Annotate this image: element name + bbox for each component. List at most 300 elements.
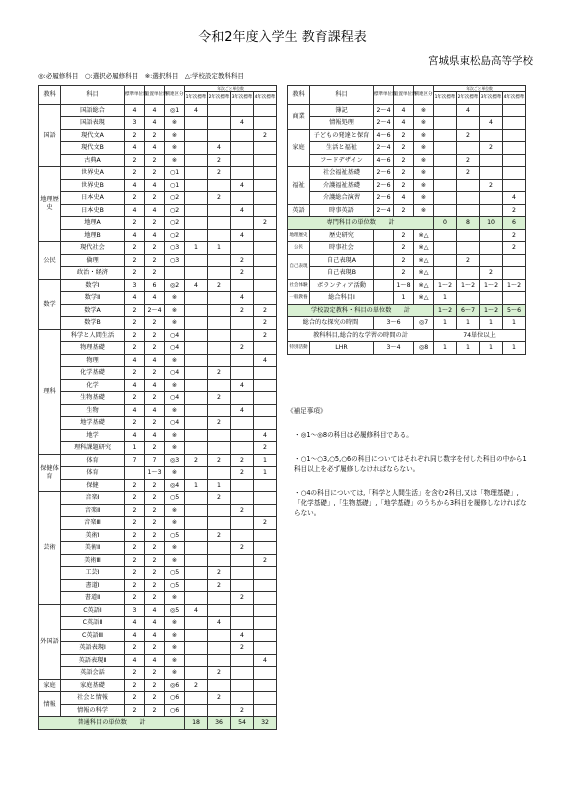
y4-cell <box>254 279 277 292</box>
kanren-cell: ◎4 <box>165 479 185 492</box>
y4-cell <box>503 254 526 267</box>
y1-cell <box>185 579 208 592</box>
y1-cell <box>185 292 208 305</box>
tankyu-y1: 1 <box>434 317 457 330</box>
y2-cell: 2 <box>208 529 231 542</box>
subject-row <box>39 217 277 230</box>
secchi-cell: 4 <box>145 142 165 155</box>
kamoku-cell: 国語表現 <box>61 117 125 130</box>
kamoku-cell: 自己表現B <box>310 267 374 280</box>
y1-cell <box>185 142 208 155</box>
header-y4: 4年次標準 <box>503 92 526 105</box>
y4-cell <box>254 242 277 255</box>
kanren-cell: ※ <box>165 404 185 417</box>
kyoka-cell: 家庭 <box>288 129 310 167</box>
general-total-row <box>39 717 277 730</box>
y4-cell <box>254 154 277 167</box>
y1-cell <box>185 704 208 717</box>
y3-cell <box>480 229 503 242</box>
secchi-cell: 2 <box>394 267 414 280</box>
y2-cell <box>208 542 231 555</box>
school-total-row <box>288 304 526 317</box>
kamoku-cell: 現代文B <box>61 142 125 155</box>
kanren-cell: ◎6 <box>165 679 185 692</box>
header-y2: 2年次標準 <box>457 92 480 105</box>
secchi-cell: 4 <box>145 354 165 367</box>
kyoka-cell: 家庭 <box>39 679 61 692</box>
secchi-cell: 4 <box>145 617 165 630</box>
subject-row <box>39 454 277 467</box>
subject-row <box>39 179 277 192</box>
y3-cell: 2 <box>231 254 254 267</box>
secchi-cell: 2 <box>145 167 165 180</box>
y4-cell <box>254 267 277 280</box>
hyojun-cell <box>374 254 394 267</box>
y2-cell: 1 <box>208 479 231 492</box>
y3-cell: 4 <box>480 117 503 130</box>
hyojun-cell <box>374 229 394 242</box>
kanren-cell: ◎1 <box>165 104 185 117</box>
kanren-cell: ※ <box>165 617 185 630</box>
y3-cell: 2 <box>231 542 254 555</box>
y3-cell <box>480 154 503 167</box>
hyojun-cell: 2 <box>125 367 145 380</box>
y1-cell <box>185 504 208 517</box>
secchi-cell: 2 <box>145 317 165 330</box>
kanren-cell: ◎3 <box>165 454 185 467</box>
y3-cell: 4 <box>231 292 254 305</box>
subject-row <box>39 117 277 130</box>
school-total-y1: 1〜2 <box>434 304 457 317</box>
header-kyoka: 教科 <box>39 86 61 105</box>
kamoku-cell: 介護福祉基礎 <box>310 179 374 192</box>
header-secchi: 設置単位数 <box>145 86 165 105</box>
y2-cell <box>208 292 231 305</box>
secchi-cell: 4 <box>145 117 165 130</box>
kanren-cell: ※△ <box>414 229 434 242</box>
hyojun-cell: 2 <box>125 129 145 142</box>
hyojun-cell: 2 <box>125 342 145 355</box>
hyojun-cell: 2 <box>125 554 145 567</box>
header-kanren: 関連区分 <box>165 86 185 105</box>
kanren-cell: ※ <box>414 167 434 180</box>
subject-row <box>39 379 277 392</box>
subject-row <box>39 542 277 555</box>
y2-cell <box>208 429 231 442</box>
header-y1: 1年次標準 <box>434 92 457 105</box>
y4-cell <box>254 367 277 380</box>
subject-row <box>39 492 277 505</box>
subject-row <box>288 204 526 217</box>
y4-cell <box>254 179 277 192</box>
y4-cell <box>254 254 277 267</box>
page-title: 令和2年度入学生 教育課程表 <box>198 30 367 45</box>
y3-cell <box>231 317 254 330</box>
school-total-y3: 1〜2 <box>480 304 503 317</box>
secchi-cell: 2 <box>145 367 165 380</box>
subject-row <box>39 679 277 692</box>
header-y1: 1年次標準 <box>185 92 208 105</box>
kamoku-cell: 子どもの発達と保育 <box>310 129 374 142</box>
y1-cell: 4 <box>185 604 208 617</box>
kamoku-cell: フードデザイン <box>310 154 374 167</box>
y1-cell <box>185 342 208 355</box>
y3-cell <box>231 417 254 430</box>
kanren-cell: ○1 <box>165 167 185 180</box>
kanren-cell: ※ <box>165 129 185 142</box>
y3-cell <box>231 479 254 492</box>
secchi-cell: 2 <box>145 692 165 705</box>
hyojun-cell: 2 <box>125 642 145 655</box>
kanren-cell: ※ <box>414 117 434 130</box>
kanren-cell: ※ <box>165 154 185 167</box>
subject-row <box>39 554 277 567</box>
y3-cell <box>480 192 503 205</box>
kanren-cell: ※ <box>165 379 185 392</box>
y1-cell <box>185 254 208 267</box>
kanren-cell: ※ <box>165 517 185 530</box>
y1-cell <box>185 329 208 342</box>
subject-row <box>39 704 277 717</box>
subject-row <box>39 154 277 167</box>
hyojun-cell: 2 <box>125 529 145 542</box>
y1-cell <box>185 492 208 505</box>
hyojun-cell: 2 <box>125 679 145 692</box>
kamoku-cell: ボランティア活動 <box>310 279 374 292</box>
subject-row <box>288 179 526 192</box>
y3-cell <box>480 204 503 217</box>
kamoku-cell: 英語表現Ⅰ <box>61 642 125 655</box>
secchi-cell: 2 <box>145 392 165 405</box>
y3-cell <box>480 242 503 255</box>
y4-cell: 1〜2 <box>503 279 526 292</box>
kamoku-cell: 英語会話 <box>61 667 125 680</box>
kamoku-cell: 生物 <box>61 404 125 417</box>
kamoku-cell: 日本史A <box>61 192 125 205</box>
kanren-cell: ○2 <box>165 217 185 230</box>
hyojun-cell: 2 <box>125 567 145 580</box>
kamoku-cell: 国語総合 <box>61 104 125 117</box>
kyoka-cell: 英語 <box>288 204 310 217</box>
secchi-cell: 2 <box>394 129 414 142</box>
secchi-cell: 2 <box>145 442 165 455</box>
kanren-cell: ○3 <box>165 254 185 267</box>
hyojun-cell: 4 <box>125 142 145 155</box>
kanren-cell: ※ <box>165 592 185 605</box>
y3-cell <box>480 292 503 305</box>
y3-cell <box>231 604 254 617</box>
kamoku-cell: 音楽Ⅰ <box>61 492 125 505</box>
kamoku-cell: 世界史A <box>61 167 125 180</box>
secchi-cell: 4 <box>145 654 165 667</box>
y2-cell <box>208 117 231 130</box>
kamoku-cell: 地学基礎 <box>61 417 125 430</box>
subject-row <box>39 354 277 367</box>
y4-cell <box>254 417 277 430</box>
y2-cell <box>208 317 231 330</box>
subject-row <box>39 329 277 342</box>
secchi-cell: 2 <box>394 142 414 155</box>
hyojun-cell: 4 <box>125 229 145 242</box>
subject-row <box>288 154 526 167</box>
kanren-cell: ※ <box>165 354 185 367</box>
y3-cell <box>231 517 254 530</box>
notes-heading: 《補足事項》 <box>287 407 327 415</box>
kamoku-cell: 音楽Ⅱ <box>61 504 125 517</box>
hyojun-cell <box>125 467 145 480</box>
senmon-total-y2: 8 <box>457 217 480 230</box>
y2-cell <box>208 504 231 517</box>
y3-cell: 2 <box>231 267 254 280</box>
y3-cell <box>231 529 254 542</box>
kamoku-cell: 簿記 <box>310 104 374 117</box>
kyoka-cell: 芸術 <box>39 492 61 605</box>
kanren-cell: ※ <box>414 179 434 192</box>
kanren-cell: ※ <box>165 642 185 655</box>
kyoka-cell: 地理歴史 <box>288 229 310 242</box>
y1-cell <box>185 192 208 205</box>
kamoku-cell: C英語Ⅲ <box>61 629 125 642</box>
kamoku-cell: 地理B <box>61 229 125 242</box>
subject-row <box>39 592 277 605</box>
hyojun-cell: 2 <box>125 392 145 405</box>
secchi-cell: 2 <box>145 417 165 430</box>
y1-cell: 4 <box>185 104 208 117</box>
hyojun-cell: 4 <box>125 354 145 367</box>
kanren-cell: ○6 <box>165 704 185 717</box>
kamoku-cell: 美術Ⅰ <box>61 529 125 542</box>
y2-cell <box>208 204 231 217</box>
y4-cell <box>254 167 277 180</box>
hyojun-cell: 2 <box>125 254 145 267</box>
kamoku-cell: 時事英語 <box>310 204 374 217</box>
secchi-cell: 2 <box>145 704 165 717</box>
kamoku-cell: 日本史B <box>61 204 125 217</box>
y3-cell: 4 <box>231 404 254 417</box>
hyojun-cell: 2 <box>125 329 145 342</box>
header-kyoka: 教科 <box>288 86 310 105</box>
lhr-label: LHR <box>310 342 374 355</box>
lhr-y4: 1 <box>503 342 526 355</box>
subject-row <box>288 129 526 142</box>
header-y3: 3年次標準 <box>231 92 254 105</box>
y1-cell: 2 <box>185 454 208 467</box>
y1-cell <box>185 542 208 555</box>
kanren-cell: ○2 <box>165 204 185 217</box>
secchi-cell: 2 <box>145 504 165 517</box>
y2-cell <box>457 292 480 305</box>
y4-cell: 2 <box>254 129 277 142</box>
general-subjects-body <box>39 104 277 717</box>
y4-cell: 2 <box>503 242 526 255</box>
header-y3: 3年次標準 <box>480 92 503 105</box>
subject-row <box>39 167 277 180</box>
y1-cell <box>185 304 208 317</box>
y3-cell <box>231 367 254 380</box>
kanren-cell: ○5 <box>165 529 185 542</box>
y4-cell: 2 <box>254 217 277 230</box>
hyojun-cell: 7 <box>125 454 145 467</box>
subject-row <box>39 667 277 680</box>
y4-cell <box>254 342 277 355</box>
hyojun-cell: 2 <box>125 217 145 230</box>
kamoku-cell: 物理 <box>61 354 125 367</box>
header-hyojun: 標準単位数 <box>125 86 145 105</box>
y3-cell <box>231 679 254 692</box>
subject-row <box>39 504 277 517</box>
kanren-cell: ○5 <box>165 567 185 580</box>
y4-cell <box>254 192 277 205</box>
senmon-total-row <box>288 217 526 230</box>
total-y4: 32 <box>254 717 277 730</box>
secchi-cell: 2 <box>145 554 165 567</box>
supplementary-notes <box>287 406 527 532</box>
header-y4: 4年次標準 <box>254 92 277 105</box>
kanren-cell <box>165 267 185 280</box>
y4-cell: 2 <box>254 304 277 317</box>
hyojun-cell: 4 <box>125 429 145 442</box>
header-secchi: 設置単位数 <box>394 86 414 105</box>
hyojun-cell: 2〜6 <box>374 179 394 192</box>
y3-cell <box>480 167 503 180</box>
y1-cell <box>434 192 457 205</box>
y1-cell <box>185 667 208 680</box>
y3-cell <box>231 579 254 592</box>
hyojun-cell: 4〜6 <box>374 129 394 142</box>
y2-cell: 4 <box>208 617 231 630</box>
y1-cell <box>185 379 208 392</box>
y1-cell <box>434 167 457 180</box>
y3-cell: 4 <box>231 179 254 192</box>
header-hyojun: 標準単位数 <box>374 86 394 105</box>
kanren-cell: ※ <box>414 142 434 155</box>
hyojun-cell: 2〜4 <box>374 104 394 117</box>
y3-cell <box>231 167 254 180</box>
y2-cell: 2 <box>208 279 231 292</box>
y2-cell: 2 <box>457 254 480 267</box>
y4-cell: 2 <box>254 442 277 455</box>
y3-cell <box>480 254 503 267</box>
y2-cell <box>208 442 231 455</box>
y2-cell <box>208 704 231 717</box>
kanren-cell: ○6 <box>165 692 185 705</box>
subject-row <box>39 129 277 142</box>
subject-row <box>39 392 277 405</box>
hyojun-cell <box>374 279 394 292</box>
y2-cell: 2 <box>208 579 231 592</box>
kamoku-cell: 社会福祉基礎 <box>310 167 374 180</box>
secchi-cell: 4 <box>145 204 165 217</box>
lhr-kanren: ◎8 <box>414 342 434 355</box>
kanren-cell: ○2 <box>165 192 185 205</box>
secchi-cell: 2 <box>145 567 165 580</box>
kanren-cell: ※ <box>414 192 434 205</box>
secchi-cell: 4 <box>145 104 165 117</box>
subject-row <box>288 242 526 255</box>
secchi-cell: 2 <box>394 167 414 180</box>
y4-cell <box>254 704 277 717</box>
y3-cell <box>231 154 254 167</box>
hyojun-cell: 2 <box>125 154 145 167</box>
y2-cell <box>208 379 231 392</box>
subject-row <box>39 417 277 430</box>
kamoku-cell: 世界史B <box>61 179 125 192</box>
y2-cell <box>208 592 231 605</box>
kanren-cell: ○4 <box>165 367 185 380</box>
secchi-cell: 2 <box>145 192 165 205</box>
y2-cell: 2 <box>208 567 231 580</box>
y3-cell <box>231 492 254 505</box>
kyoka-cell: 自己表現 <box>288 254 310 279</box>
y4-cell <box>254 229 277 242</box>
kanren-cell: ※ <box>165 504 185 517</box>
kanren-cell: ※ <box>165 442 185 455</box>
y4-cell: 2 <box>503 229 526 242</box>
secchi-cell: 4 <box>145 292 165 305</box>
y2-cell <box>208 229 231 242</box>
y2-cell <box>457 267 480 280</box>
kamoku-cell: 数学Ⅱ <box>61 292 125 305</box>
y4-cell: 4 <box>254 654 277 667</box>
hyojun-cell: 4〜6 <box>374 154 394 167</box>
y2-cell: 2 <box>208 417 231 430</box>
kanren-cell: ○4 <box>165 342 185 355</box>
y4-cell <box>254 292 277 305</box>
kamoku-cell: 時事社会 <box>310 242 374 255</box>
y2-cell <box>208 267 231 280</box>
kanren-cell: ※ <box>165 292 185 305</box>
y1-cell: 1〜2 <box>434 279 457 292</box>
kamoku-cell: 生物基礎 <box>61 392 125 405</box>
secchi-cell: 2 <box>145 579 165 592</box>
kanren-cell: ※ <box>414 204 434 217</box>
hyojun-cell: 2 <box>125 192 145 205</box>
secchi-cell: 2 <box>145 129 165 142</box>
subject-row <box>39 104 277 117</box>
kamoku-cell: 数学A <box>61 304 125 317</box>
subject-row <box>39 304 277 317</box>
y4-cell <box>254 142 277 155</box>
hyojun-cell: 2 <box>125 317 145 330</box>
subject-row <box>288 279 526 292</box>
header-nenji: 年次ごと単位数 <box>185 86 277 92</box>
y4-cell <box>254 617 277 630</box>
y2-cell <box>208 342 231 355</box>
y1-cell <box>434 142 457 155</box>
y1-cell <box>434 117 457 130</box>
hyojun-cell: 4 <box>125 104 145 117</box>
kamoku-cell: C英語Ⅰ <box>61 604 125 617</box>
kamoku-cell: 理科課題研究 <box>61 442 125 455</box>
y4-cell <box>254 392 277 405</box>
secchi-cell: 4 <box>145 229 165 242</box>
subject-row <box>39 404 277 417</box>
y4-cell <box>254 592 277 605</box>
secchi-cell: 4 <box>145 179 165 192</box>
y1-cell <box>185 554 208 567</box>
kamoku-cell: 美術Ⅱ <box>61 542 125 555</box>
kamoku-cell: 数学B <box>61 317 125 330</box>
kanren-cell: ○4 <box>165 392 185 405</box>
total-y1: 18 <box>185 717 208 730</box>
y3-cell: 2 <box>231 504 254 517</box>
subject-row <box>39 617 277 630</box>
secchi-cell: 2 <box>145 342 165 355</box>
subject-row <box>39 642 277 655</box>
y1-cell <box>185 317 208 330</box>
school-total-y2: 6〜7 <box>457 304 480 317</box>
kamoku-cell: 現代社会 <box>61 242 125 255</box>
